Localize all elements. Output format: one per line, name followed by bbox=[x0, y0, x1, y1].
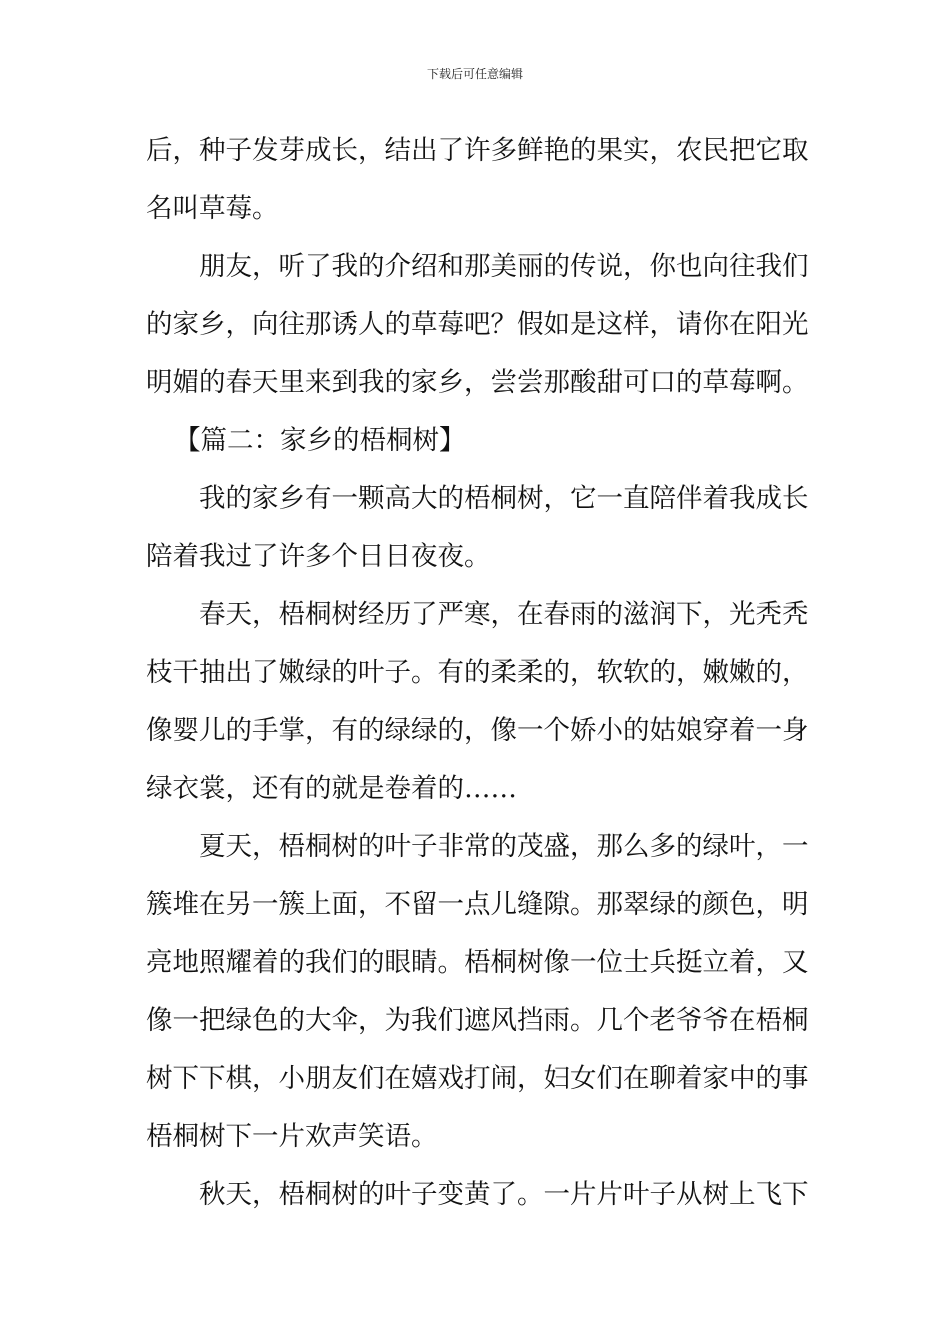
text-line: 陪着我过了许多个日日夜夜。 bbox=[146, 541, 491, 572]
text-line: 绿衣裳，还有的就是卷着的…… bbox=[146, 773, 517, 804]
text-line: 树下下棋，小朋友们在嬉戏打闹，妇女们在聊着家中的事 bbox=[146, 1063, 809, 1094]
text-line: 明媚的春天里来到我的家乡，尝尝那酸甜可口的草莓啊。 bbox=[146, 367, 809, 398]
text-line: 梧桐树下一片欢声笑语。 bbox=[146, 1121, 438, 1152]
text-line: 名叫草莓。 bbox=[146, 193, 279, 224]
text-line: 后，种子发芽成长，结出了许多鲜艳的果实，农民把它取 bbox=[146, 135, 809, 166]
page-header: 下载后可任意编辑 bbox=[426, 67, 523, 81]
text-line: 的家乡，向往那诱人的草莓吧？假如是这样，请你在阳光 bbox=[146, 309, 809, 340]
text-line: 像婴儿的手掌，有的绿绿的，像一个娇小的姑娘穿着一身 bbox=[146, 715, 809, 746]
text-line: 朋友，听了我的介绍和那美丽的传说，你也向往我们 bbox=[199, 251, 809, 282]
section-heading: 【篇二：家乡的梧桐树】 bbox=[174, 425, 466, 456]
text-line: 亮地照耀着的我们的眼睛。梧桐树像一位士兵挺立着，又 bbox=[146, 947, 809, 978]
text-line: 夏天，梧桐树的叶子非常的茂盛，那么多的绿叶，一 bbox=[199, 831, 809, 862]
text-line: 像一把绿色的大伞，为我们遮风挡雨。几个老爷爷在梧桐 bbox=[146, 1005, 809, 1036]
text-line: 秋天，梧桐树的叶子变黄了。一片片叶子从树上飞下 bbox=[199, 1179, 809, 1210]
text-line: 枝干抽出了嫩绿的叶子。有的柔柔的，软软的，嫩嫩的， bbox=[146, 657, 809, 688]
text-line: 春天，梧桐树经历了严寒，在春雨的滋润下，光秃秃 bbox=[199, 599, 809, 630]
text-line: 我的家乡有一颗高大的梧桐树，它一直陪伴着我成长 bbox=[199, 483, 809, 514]
document-body bbox=[146, 122, 812, 1224]
text-line: 簇堆在另一簇上面，不留一点儿缝隙。那翠绿的颜色，明 bbox=[146, 889, 809, 920]
